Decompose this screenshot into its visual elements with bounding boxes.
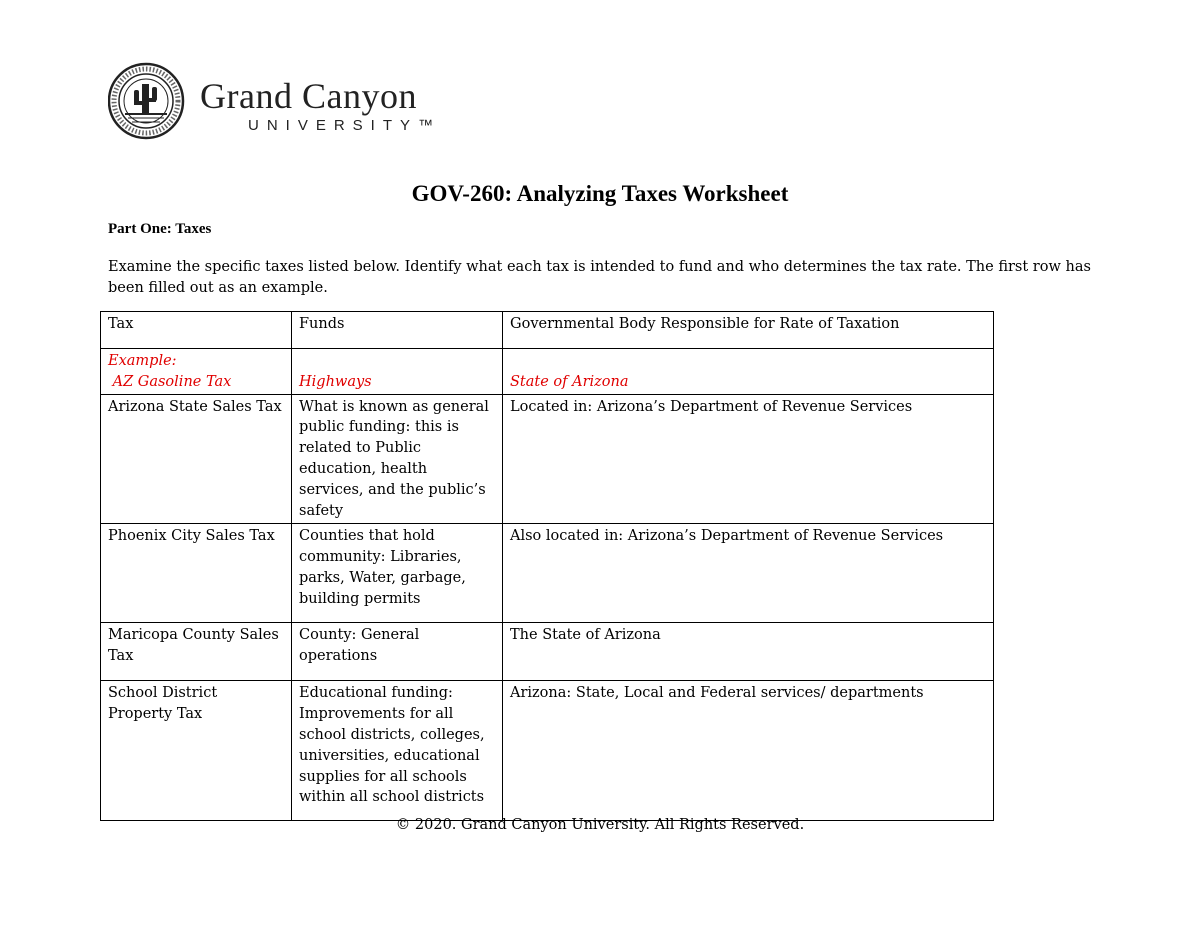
- instructions-text: Examine the specific taxes listed below. Identify what each tax is intended to fund and who determines the tax rate. The first row has been filled out as an example.: [108, 259, 1091, 296]
- example-tax-cell: [101, 349, 292, 395]
- example-funds: Highways: [292, 349, 503, 395]
- page-title: GOV-260: Analyzing Taxes Worksheet: [411, 181, 789, 206]
- row-funds: County: General operations: [292, 623, 503, 681]
- table-row: [101, 623, 994, 681]
- taxes-table: [100, 311, 994, 821]
- header-funds: Funds: [292, 312, 503, 349]
- table-header-row: [101, 312, 994, 349]
- gcu-seal-icon: [108, 56, 188, 146]
- logo-wordmark: Grand Canyon: [200, 76, 417, 116]
- row-funds: Educational funding: Improvements for all school districts, colleges, universities, educational supplies for all schools within all school districts: [292, 681, 503, 821]
- example-body: State of Arizona: [503, 349, 994, 395]
- row-tax: School District Property Tax: [101, 681, 292, 821]
- row-funds: Counties that hold community: Libraries, parks, Water, garbage, building permits: [292, 524, 503, 623]
- table-row: [101, 524, 994, 623]
- row-body: Located in: Arizona’s Department of Revenue Services: [503, 394, 994, 524]
- row-tax: Maricopa County Sales Tax: [101, 623, 292, 681]
- row-body: The State of Arizona: [503, 623, 994, 681]
- example-row: [101, 349, 994, 395]
- gcu-logo: [108, 56, 488, 146]
- table-row: [101, 681, 994, 821]
- copyright-footer: © 2020. Grand Canyon University. All Rights Reserved.: [395, 817, 805, 833]
- row-tax: Arizona State Sales Tax: [101, 394, 292, 524]
- example-tax: AZ Gasoline Tax: [108, 373, 232, 390]
- row-body: Also located in: Arizona’s Department of Revenue Services: [503, 524, 994, 623]
- row-body: Arizona: State, Local and Federal services/ departments: [503, 681, 994, 821]
- header-governmental-body: Governmental Body Responsible for Rate of Taxation: [503, 312, 994, 349]
- row-funds: What is known as general public funding: this is related to Public education, health services, and the public’s safety: [292, 394, 503, 524]
- table-row: [101, 394, 994, 524]
- logo-subtitle: UNIVERSITY™: [248, 117, 442, 134]
- row-tax: Phoenix City Sales Tax: [101, 524, 292, 623]
- part-heading: Part One: Taxes: [108, 221, 212, 237]
- header-tax: Tax: [101, 312, 292, 349]
- example-label: Example:: [108, 353, 177, 369]
